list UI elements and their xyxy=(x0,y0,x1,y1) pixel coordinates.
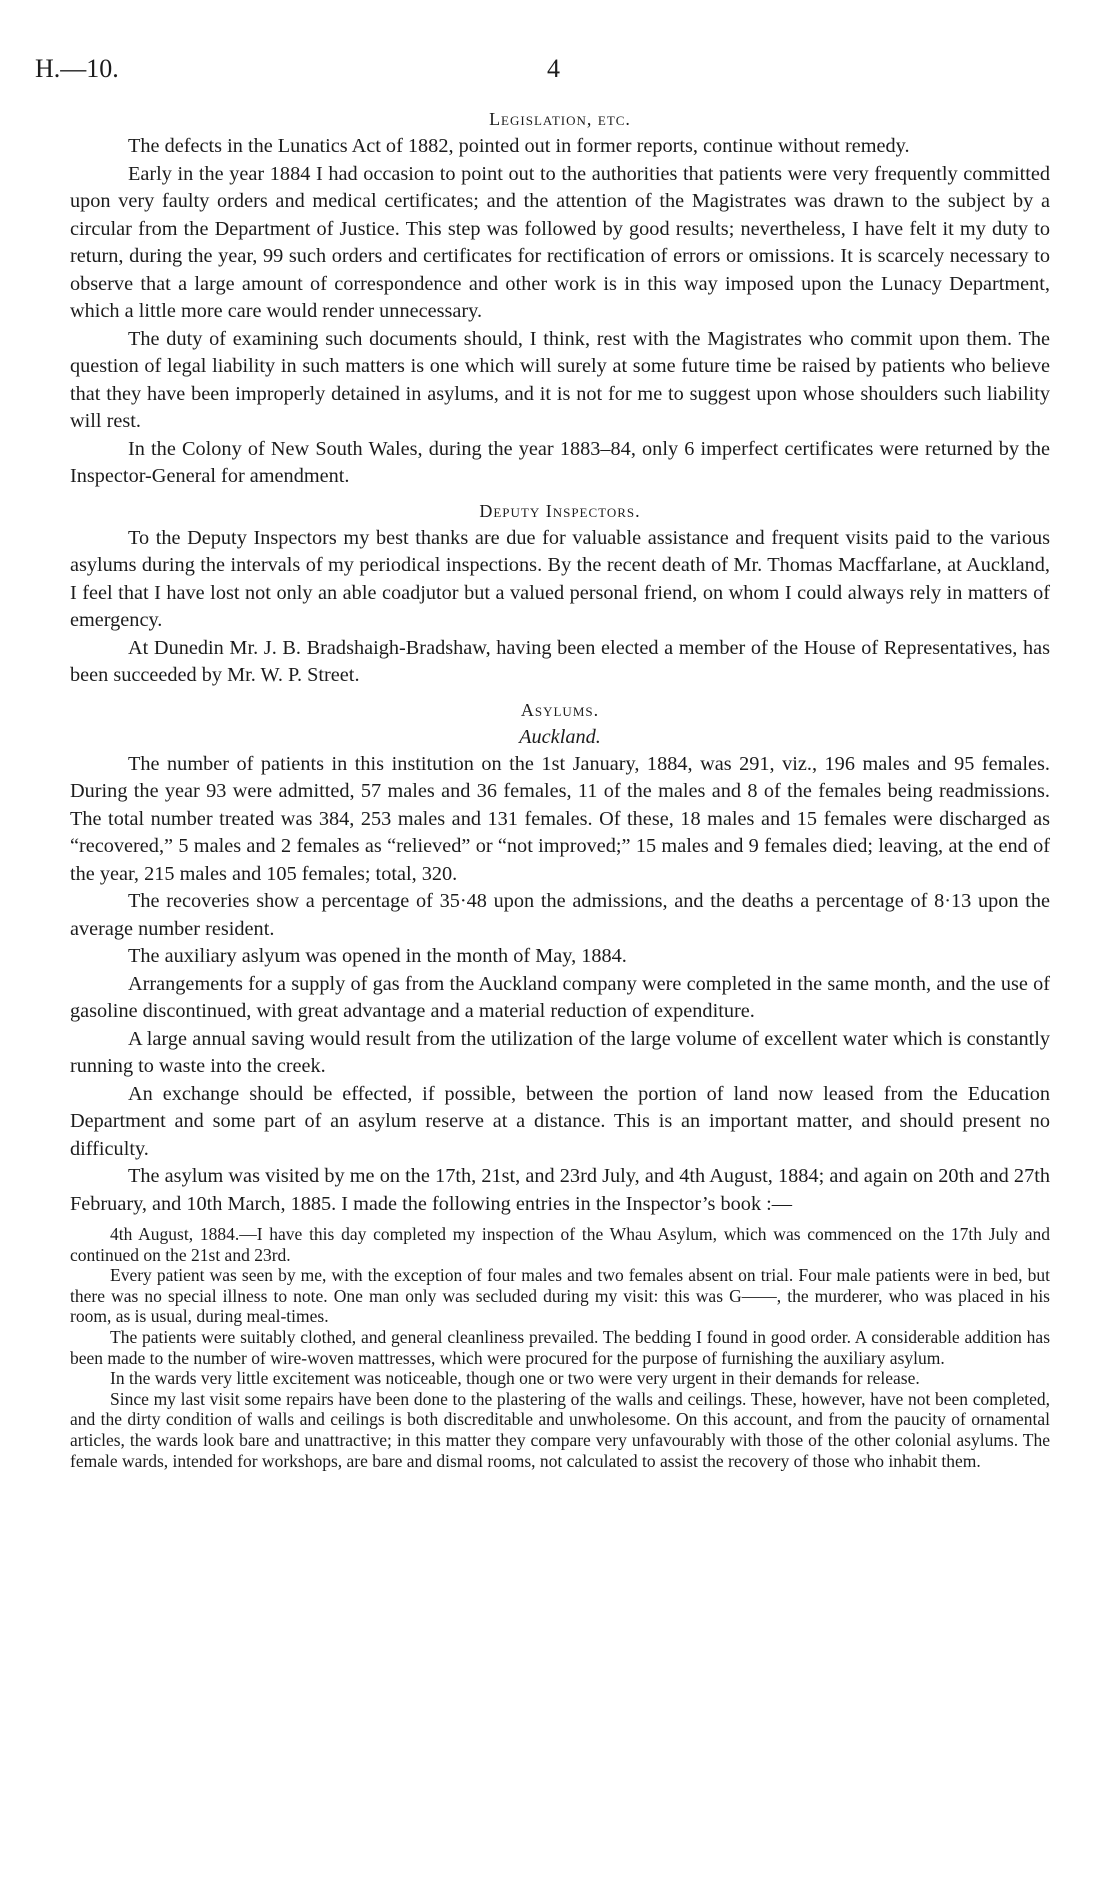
paragraph: At Dunedin Mr. J. B. Bradshaigh-Bradshaw, having been elected a member of the House of Representatives, has been succeeded by Mr. W. P. Street. xyxy=(70,636,1050,686)
document-body xyxy=(70,106,1050,1471)
paragraph: The recoveries show a percentage of 35·48 upon the admissions, and the deaths a percentage of 8·13 upon the average number resident. xyxy=(70,890,1050,940)
paragraph: The defects in the Lunatics Act of 1882, pointed out in former reports, continue without remedy. xyxy=(128,135,910,157)
paragraph: The auxiliary aslyum was opened in the month of May, 1884. xyxy=(128,945,627,967)
quoted-paragraph: In the wards very little excitement was noticeable, though one or two were very urgent in their demands for release. xyxy=(110,1368,920,1389)
paragraph: Arrangements for a supply of gas from the Auckland company were completed in the same month, and the use of gasoline discontinued, with great advantage and a material reduction of expenditure. xyxy=(70,972,1050,1022)
paragraph: To the Deputy Inspectors my best thanks are due for valuable assistance and frequent visits paid to the various asylums during the intervals of my periodical inspections. By the recent death of Mr. Thomas Macffarlane, at Auckland, I feel that I have lost not only an able coadjutor but a valued personal friend, on whom I could always rely in matters of emergency. xyxy=(70,526,1050,631)
paragraph: In the Colony of New South Wales, during the year 1883–84, only 6 imperfect certificates were returned by the Inspector-General for amendment. xyxy=(70,437,1050,487)
paragraph: The asylum was visited by me on the 17th, 21st, and 23rd July, and 4th August, 1884; and again on 20th and 27th February, and 10th March, 1885. I made the following entries in the Inspector’s book :— xyxy=(70,1165,1050,1215)
heading-legislation: Legislation, etc. xyxy=(489,109,631,129)
heading-asylums: Asylums. xyxy=(520,699,600,720)
quoted-paragraph: Every patient was seen by me, with the exception of four males and two females absent on trial. Four male patients were in bed, but there was no special illness to note. One man only was secluded during my visit: this was G——, the murderer, who was placed in his room, as is usual, during meal-times. xyxy=(70,1265,1050,1327)
quoted-paragraph: The patients were suitably clothed, and general cleanliness prevailed. The bedding I found in good order. A considerable addition has been made to the number of wire-woven mattresses, which were procured for the purpose of furnishing the auxiliary asylum. xyxy=(70,1326,1050,1368)
quoted-paragraph: Since my last visit some repairs have been done to the plastering of the walls and ceilings. These, however, have not been completed, and the dirty condition of walls and ceilings is both discreditable and unwholesome. On this account, and from the paucity of ornamental articles, the wards look bare and unattractive; in this matter they compare very unfavourably with those of the other colonial asylums. The female wards, intended for workshops, are bare and dismal rooms, not calculated to assist the recovery of those who inhabit them. xyxy=(70,1388,1050,1471)
paragraph: The duty of examining such documents should, I think, rest with the Magistrates who commit upon them. The question of legal liability in such matters is one which will surely at some future time be raised by patients who believe that they have been improperly detained in asylums, and it is not for me to suggest upon whose shoulders such liability will rest. xyxy=(70,327,1050,432)
quoted-paragraph: 4th August, 1884.—I have this day completed my inspection of the Whau Asylum, which was commenced on the 17th July and continued on the 21st and 23rd. xyxy=(70,1224,1050,1265)
paragraph: An exchange should be effected, if possible, between the portion of land now leased from the Education Department and some part of an asylum reserve at a distance. This is an important matter, and should present no difficulty. xyxy=(70,1082,1050,1160)
paragraph: Early in the year 1884 I had occasion to point out to the authorities that patients were very frequently committed upon very faulty orders and medical certificates; and the attention of the Magistrates was drawn to the subject by a circular from the Department of Justice. This step was followed by good results; nevertheless, I have felt it my duty to return, during the year, 99 such orders and certificates for rectification of errors or omissions. It is scarcely necessary to observe that a large amount of correspondence and other work is in this way imposed upon the Lunacy Department, which a little more care would render unnecessary. xyxy=(70,162,1050,322)
paragraph: The number of patients in this institution on the 1st January, 1884, was 291, viz., 196 males and 95 females. During the year 93 were admitted, 57 males and 36 females, 11 of the males and 8 of the females being readmissions. The total number treated was 384, 253 males and 131 females. Of these, 18 males and 15 females were discharged as “recovered,” 5 males and 2 females as “relieved” or “not improved;” 15 males and 9 females died; leaving, at the end of the year, 215 males and 105 females; total, 320. xyxy=(70,752,1050,885)
page-number: 4 xyxy=(547,54,560,83)
paragraph: A large annual saving would result from the utilization of the large volume of excellent water which is constantly running to waste into the creek. xyxy=(70,1027,1050,1077)
heading-deputy-inspectors: Deputy Inspectors. xyxy=(479,500,641,521)
page-reference: H.—10. xyxy=(35,54,119,83)
inspector-book-extract xyxy=(70,1224,1050,1471)
subheading-auckland: Auckland. xyxy=(519,725,601,748)
